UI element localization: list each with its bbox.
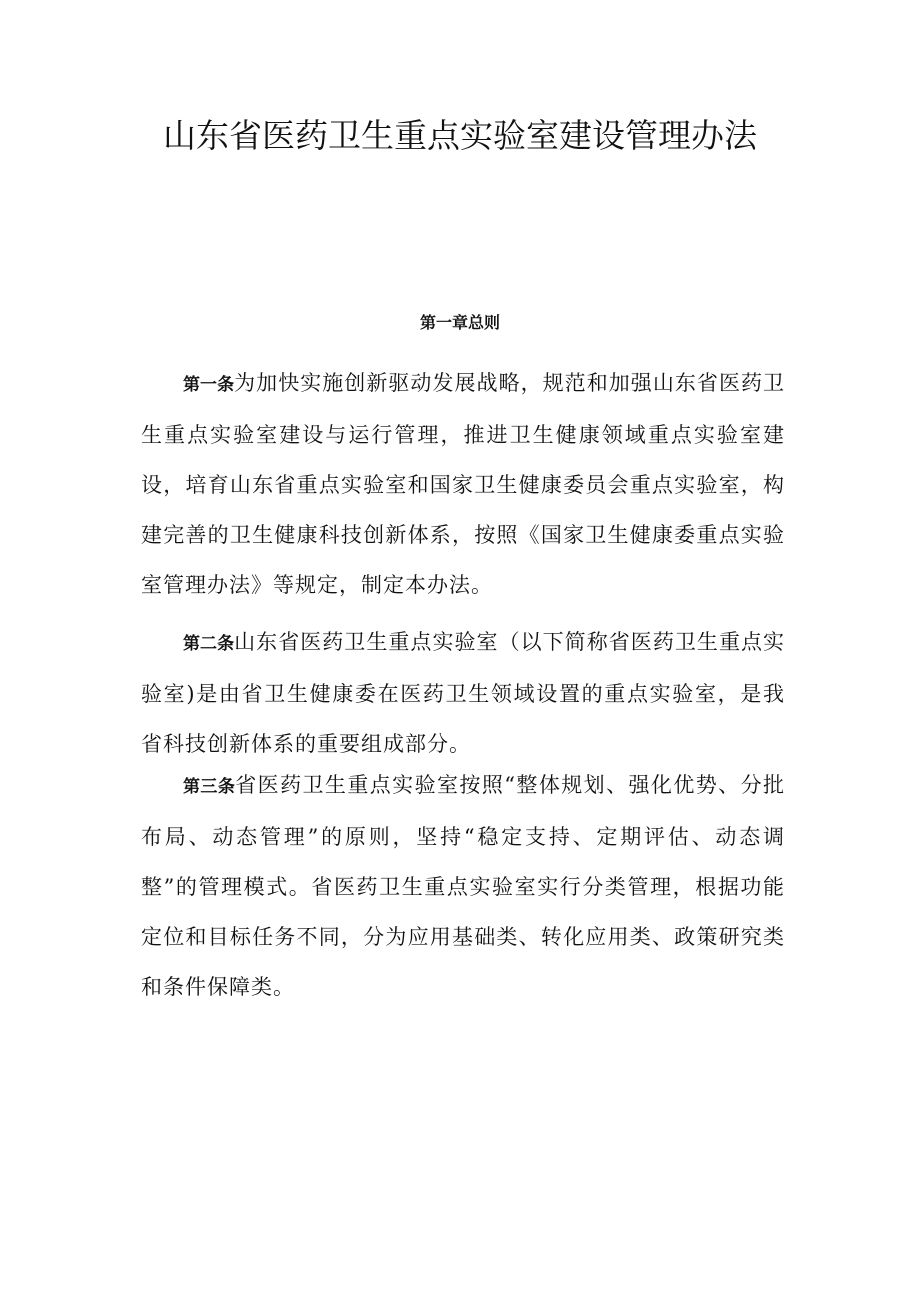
article-label: 第一条 [183,375,235,395]
article-paragraph [141,358,785,610]
article-paragraph [141,617,785,769]
article-text: 山东省医药卫生重点实验室（以下简称省医药卫生重点实验室)是由省卫生健康委在医药卫生领域设置的重点实验室，是我省科技创新体系的重要组成部分。 [141,630,786,756]
article-text: 省医药卫生重点实验室按照“整体规划、强化优势、分批布局、动态管理”的原则，坚持“稳定支持、定期评估、动态调整”的管理模式。省医药卫生重点实验室实行分类管理，根据功能定位和目标任务不同，分为应用基础类、转化应用类、政策研究类和条件保障类。 [141,773,786,999]
document-title: 山东省医药卫生重点实验室建设管理办法 [163,116,757,155]
article-paragraph [141,760,785,1012]
article-label: 第二条 [183,634,235,654]
chapter-title: 第一章总则 [419,313,500,332]
article-text: 为加快实施创新驱动发展战略，规范和加强山东省医药卫生重点实验室建设与运行管理，推进卫生健康领域重点实验室建设，培育山东省重点实验室和国家卫生健康委员会重点实验室，构建完善的卫生健康科技创新体系，按照《国家卫生健康委重点实验室管理办法》等规定，制定本办法。 [141,371,786,597]
article-label: 第三条 [183,777,236,797]
